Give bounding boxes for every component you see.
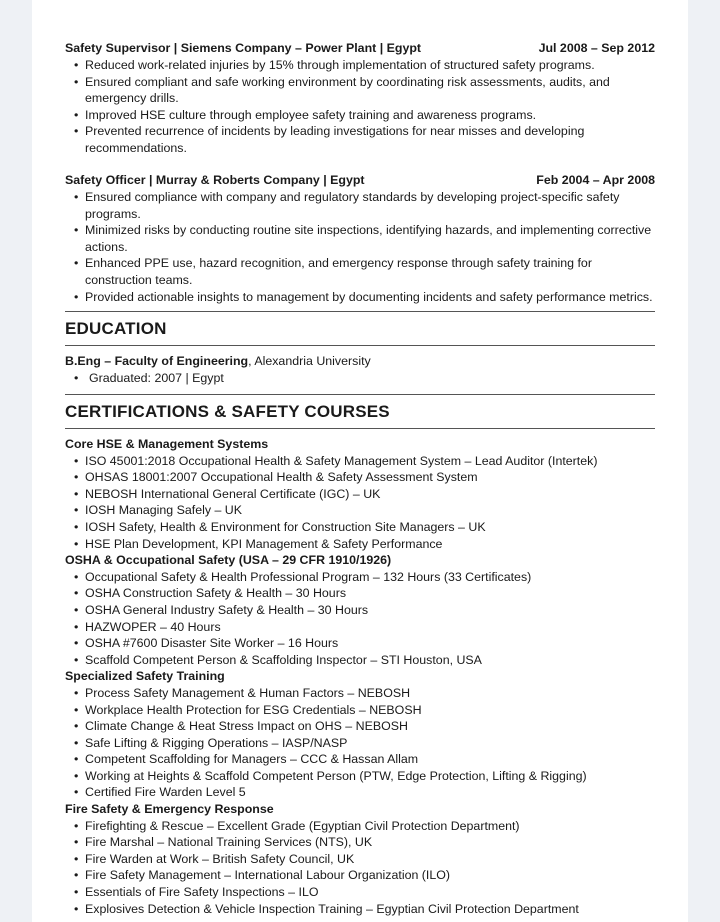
list-item: • Scaffold Competent Person & Scaffolding Inspector – STI Houston, USA [65, 652, 655, 669]
cert-group-title: Fire Safety & Emergency Response [65, 802, 274, 817]
list-item: • Fire Marshal – National Training Services (NTS), UK [65, 834, 655, 851]
list-item: • OHSAS 18001:2007 Occupational Health & Safety Assessment System [65, 469, 655, 486]
job-entry [65, 41, 655, 157]
job-bullets [65, 57, 655, 157]
education-entry [65, 353, 655, 386]
list-item: • Provided actionable insights to management by documenting incidents and safety performance metrics. [65, 289, 655, 306]
list-item: • Ensured compliant and safe working environment by coordinating risk assessments, audits, and emergency drills. [65, 74, 655, 107]
job-header [65, 173, 655, 190]
list-item: • Occupational Safety & Health Professional Program – 132 Hours (33 Certificates) [65, 569, 655, 586]
job-title: Safety Supervisor | Siemens Company – Power Plant | Egypt [65, 41, 422, 55]
list-item: • Firefighting & Rescue – Excellent Grade (Egyptian Civil Protection Department) [65, 818, 655, 835]
section-heading-text: CERTIFICATIONS & SAFETY COURSES [65, 402, 390, 421]
cert-group-title: Core HSE & Management Systems [65, 437, 269, 451]
list-item: • OSHA General Industry Safety & Health – 30 Hours [65, 602, 655, 619]
list-item: • Process Safety Management & Human Factors – NEBOSH [65, 685, 655, 702]
list-item: • IOSH Safety, Health & Environment for Construction Site Managers – UK [65, 519, 655, 536]
list-item: • OSHA #7600 Disaster Site Worker – 16 Hours [65, 635, 655, 652]
cert-group-items [65, 818, 655, 918]
cert-group-items [65, 569, 655, 669]
job-bullets [65, 189, 655, 305]
list-item: • Prevented recurrence of incidents by leading investigations for near misses and developing recommendations. [65, 123, 655, 156]
job-title: Safety Officer | Murray & Roberts Company | Egypt [65, 173, 365, 187]
education-bullets [65, 370, 655, 387]
job-header [65, 41, 655, 58]
section-heading-education [65, 311, 655, 346]
list-item: • Ensured compliance with company and regulatory standards by developing project-specific safety programs. [65, 189, 655, 222]
degree-name: B.Eng – Faculty of Engineering [65, 354, 249, 368]
job-dates: Feb 2004 – Apr 2008 [536, 173, 655, 187]
list-item: • Explosives Detection & Vehicle Inspection Training – Egyptian Civil Protection Department [65, 901, 655, 918]
cert-group-items [65, 685, 655, 801]
list-item: • Reduced work-related injuries by 15% through implementation of structured safety programs. [65, 57, 655, 74]
list-item: • Graduated: 2007 | Egypt [65, 370, 655, 387]
list-item: • Working at Heights & Scaffold Competent Person (PTW, Edge Protection, Lifting & Rigging) [65, 768, 655, 785]
list-item: • Competent Scaffolding for Managers – CCC & Hassan Allam [65, 751, 655, 768]
list-item: • Climate Change & Heat Stress Impact on OHS – NEBOSH [65, 718, 655, 735]
list-item: • OSHA Construction Safety & Health – 30 Hours [65, 585, 655, 602]
list-item: • Enhanced PPE use, hazard recognition, and emergency response through safety training for construction teams. [65, 255, 655, 288]
degree-institution: , Alexandria University [248, 354, 371, 368]
resume-page [32, 0, 688, 922]
cert-group-title: Specialized Safety Training [65, 669, 225, 684]
list-item: • Certified Fire Warden Level 5 [65, 784, 655, 801]
list-item: • Minimized risks by conducting routine site inspections, identifying hazards, and implementing corrective actions. [65, 222, 655, 255]
list-item: • Fire Warden at Work – British Safety Council, UK [65, 851, 655, 868]
job-dates: Jul 2008 – Sep 2012 [538, 41, 655, 55]
degree-line [65, 353, 655, 370]
list-item: • NEBOSH International General Certificate (IGC) – UK [65, 486, 655, 503]
list-item: • Essentials of Fire Safety Inspections – ILO [65, 884, 655, 901]
list-item: • Fire Safety Management – International Labour Organization (ILO) [65, 867, 655, 884]
list-item: • Safe Lifting & Rigging Operations – IASP/NASP [65, 735, 655, 752]
job-entry [65, 173, 655, 305]
list-item: • IOSH Managing Safely – UK [65, 502, 655, 519]
cert-group-items [65, 453, 655, 553]
list-item: • HSE Plan Development, KPI Management & Safety Performance [65, 536, 655, 553]
list-item: • Workplace Health Protection for ESG Credentials – NEBOSH [65, 702, 655, 719]
list-item: • HAZWOPER – 40 Hours [65, 619, 655, 636]
section-heading-text: EDUCATION [65, 319, 167, 338]
list-item: • ISO 45001:2018 Occupational Health & Safety Management System – Lead Auditor (Intertek) [65, 453, 655, 470]
cert-group-title: OSHA & Occupational Safety (USA – 29 CFR 1910/1926) [65, 553, 392, 568]
section-heading-certifications [65, 394, 655, 429]
certifications-list [65, 436, 655, 917]
list-item: • Improved HSE culture through employee safety training and awareness programs. [65, 107, 655, 124]
